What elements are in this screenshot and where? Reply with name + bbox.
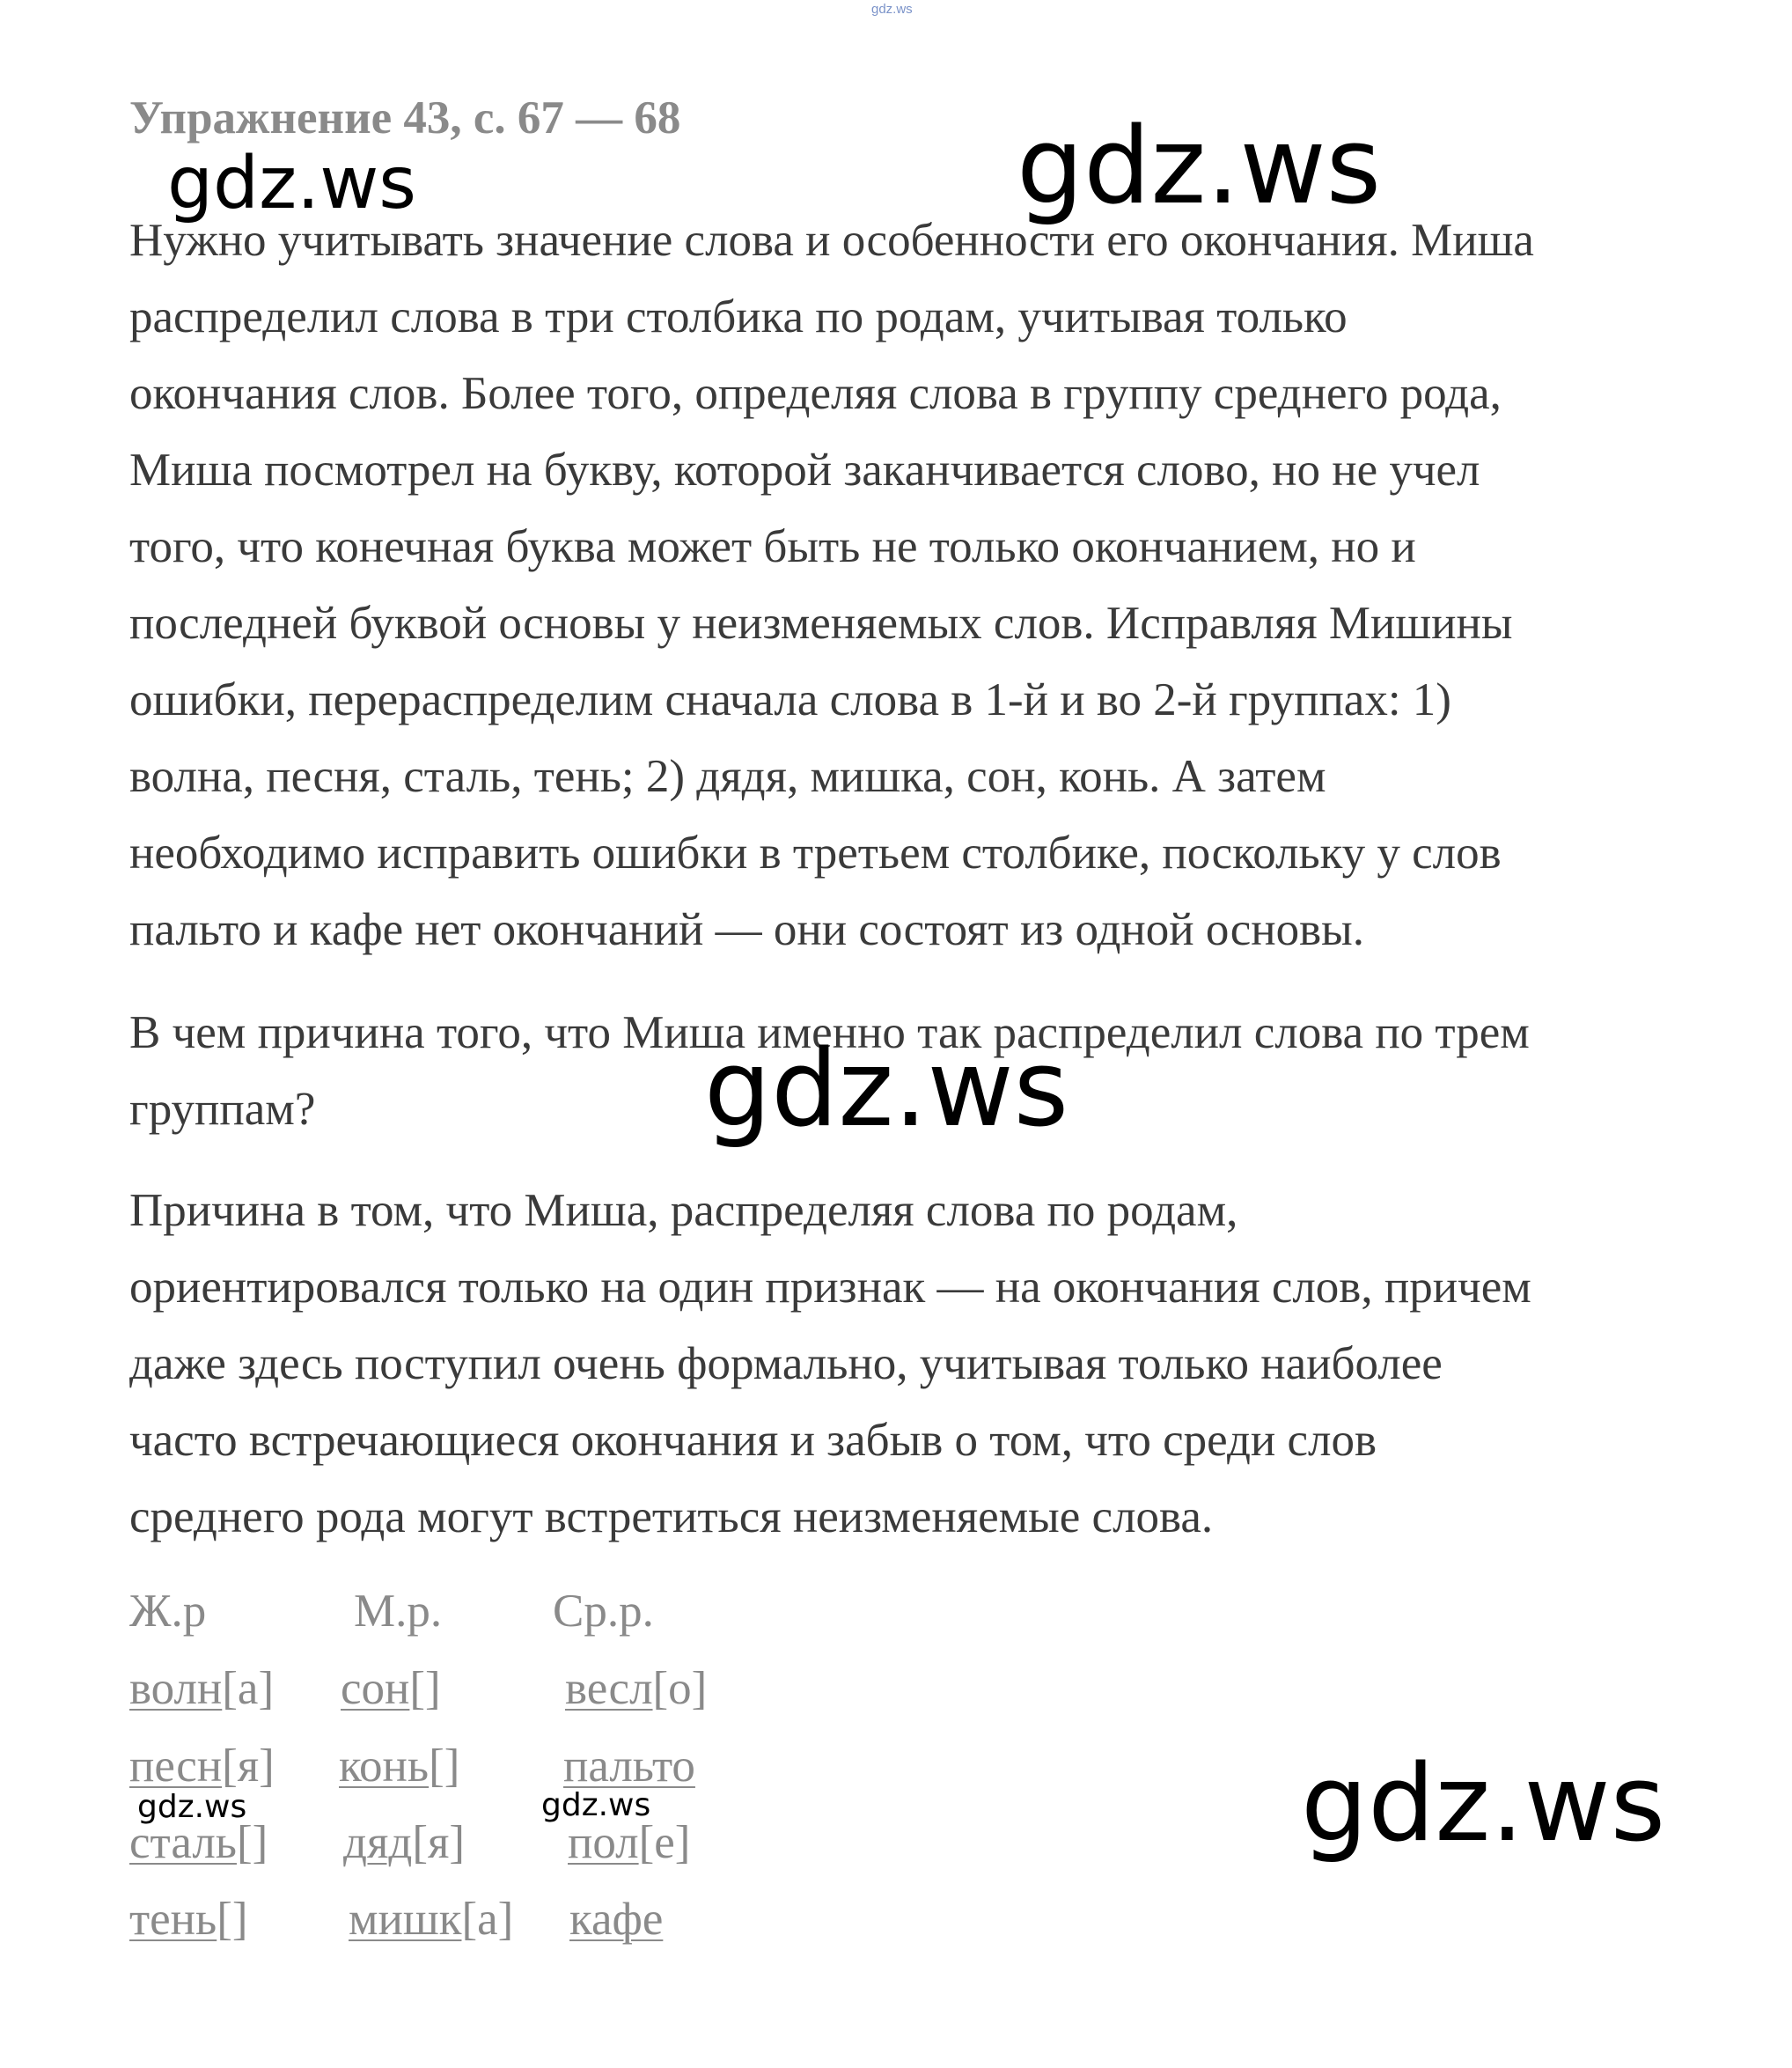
word-masculine: [349, 1893, 513, 1946]
word-masculine: [341, 1662, 441, 1715]
word-masculine: [339, 1740, 459, 1792]
word-ending: []: [217, 1894, 248, 1945]
word-stem: волн: [129, 1663, 223, 1714]
word-stem: дяд: [343, 1817, 413, 1868]
text-line: волна, песня, сталь, тень; 2) дядя, мишка, сон, конь. А затем: [129, 751, 1326, 802]
word-ending: [а]: [222, 1663, 275, 1714]
word-feminine: [129, 1740, 275, 1792]
word-neuter: [565, 1662, 707, 1715]
word-stem: песн: [129, 1741, 223, 1792]
paragraph-answer: [129, 1173, 1705, 1556]
text-line: даже здесь поступил очень формально, учитывая только наиболее: [129, 1338, 1443, 1389]
word-ending: []: [409, 1663, 441, 1714]
word-feminine: [129, 1662, 274, 1715]
header-masculine: М.р.: [354, 1586, 443, 1637]
text-line: пальто и кафе нет окончаний — они состоят из одной основы.: [129, 904, 1364, 955]
word-ending: [е]: [638, 1817, 691, 1868]
word-ending: []: [429, 1741, 460, 1792]
text-line: группам?: [129, 1084, 316, 1135]
word-feminine: [129, 1893, 248, 1946]
text-line: последней буквой основы у неизменяемых слов. Исправляя Мишины: [129, 598, 1513, 649]
text-line: Миша посмотрел на букву, которой заканчивается слово, но не учел: [129, 445, 1480, 496]
word-stem: сон: [341, 1663, 410, 1714]
word-ending: [а]: [461, 1894, 514, 1945]
watermark: gdz.ws: [1301, 1743, 1666, 1866]
watermark: gdz.ws: [137, 1789, 247, 1825]
text-line: необходимо исправить ошибки в третьем столбике, поскольку у слов: [129, 828, 1502, 879]
word-neuter: [569, 1893, 663, 1946]
header-neuter: Ср.р.: [553, 1586, 654, 1637]
word-stem: тень: [129, 1894, 217, 1945]
text-line: ошибки, перераспределим сначала слова в 1-й и во 2-й группах: 1): [129, 674, 1451, 725]
word-masculine: [343, 1816, 465, 1869]
word-neuter: [563, 1740, 695, 1792]
word-neuter: [568, 1816, 690, 1869]
watermark: gdz.ws: [167, 142, 416, 225]
watermark: gdz.ws: [541, 1787, 651, 1823]
text-line: Причина в том, что Миша, распределяя слова по родам,: [129, 1185, 1238, 1236]
word-ending: [я]: [222, 1741, 275, 1792]
text-line: окончания слов. Более того, определяя слова в группу среднего рода,: [129, 368, 1502, 419]
word-stem: кафе: [569, 1894, 664, 1945]
top-watermark: gdz.ws: [871, 2, 913, 17]
word-ending: [я]: [412, 1817, 465, 1868]
watermark: gdz.ws: [1017, 106, 1382, 228]
text-line: распределил слова в три столбика по родам, учитывая только: [129, 291, 1348, 342]
word-stem: сталь: [129, 1817, 237, 1868]
text-line: среднего рода могут встретиться неизменяемые слова.: [129, 1491, 1214, 1542]
paragraph-explanation: [129, 202, 1705, 968]
text-line: того, что конечная буква может быть не только окончанием, но и: [129, 521, 1416, 572]
header-feminine: Ж.р: [129, 1586, 207, 1637]
word-stem: конь: [339, 1741, 430, 1792]
word-ending: []: [236, 1817, 268, 1868]
exercise-title: Упражнение 43, с. 67 — 68: [129, 92, 681, 144]
text-line: Нужно учитывать значение слова и особенности его окончания. Миша: [129, 215, 1534, 266]
watermark: gdz.ws: [704, 1028, 1069, 1151]
text-line: В чем причина того, что Миша именно так распределил слова по трем: [129, 1007, 1530, 1058]
word-stem: пол: [568, 1817, 639, 1868]
word-ending: [о]: [652, 1663, 708, 1714]
word-stem: мишк: [349, 1894, 462, 1945]
text-line: часто встречающиеся окончания и забыв о том, что среди слов: [129, 1415, 1377, 1466]
text-line: ориентировался только на один признак — на окончания слов, причем: [129, 1262, 1531, 1313]
word-stem: весл: [565, 1663, 653, 1714]
word-stem: пальто: [563, 1741, 695, 1792]
